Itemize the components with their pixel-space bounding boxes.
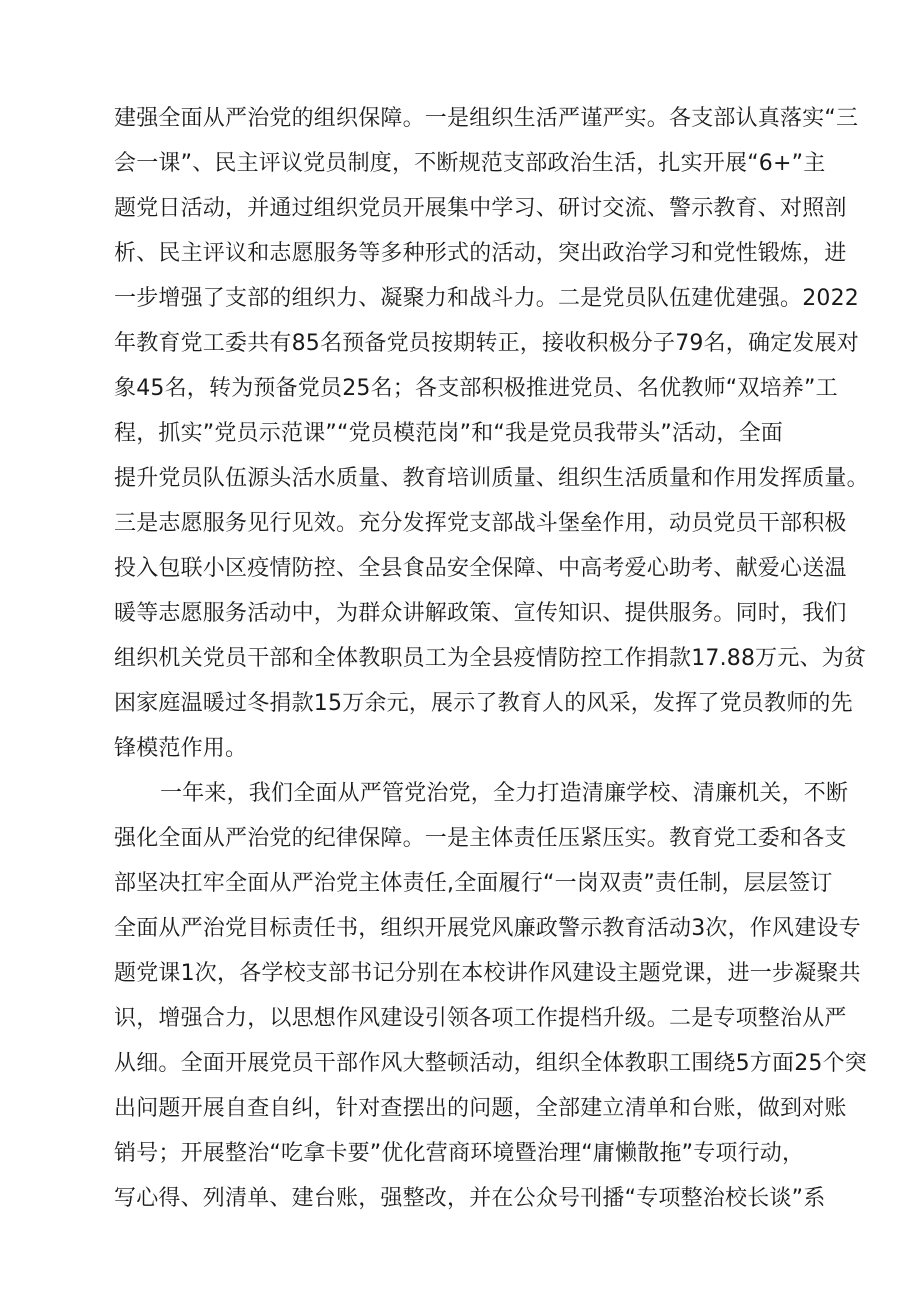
text-line: 三是志愿服务见行见效。充分发挥党支部战斗堡垒作用，动员党员干部积极: [114, 511, 847, 536]
text-line: 建强全面从严治党的组织保障。一是组织生活严谨严实。各支部认真落实“三: [114, 106, 859, 131]
text-line: 投入包联小区疫情防控、全县食品安全保障、中高考爱心助考、献爱心送温: [114, 556, 847, 581]
text-line: 写心得、列清单、建台账，强整改，并在公众号刊播“专项整治校长谈”系: [114, 1186, 826, 1211]
text-line: 识，增强合力，以思想作风建设引领各项工作提档升级。二是专项整治从严: [114, 1006, 847, 1031]
text-line: 组织机关党员干部和全体教职员工为全县疫情防控工作捐款17.88万元、为贫: [114, 646, 867, 671]
text-line: 析、民主评议和志愿服务等多种形式的活动，突出政治学习和党性锻炼，进: [114, 241, 847, 266]
text-line: 年教育党工委共有85名预备党员按期转正，接收积极分子79名，确定发展对: [114, 331, 859, 356]
text-line: 提升党员队伍源头活水质量、教育培训质量、组织生活质量和作用发挥质量。: [114, 466, 869, 491]
text-line: 程，抓实”党员示范课”“党员模范岗”和“我是党员我带头”活动，全面: [114, 421, 783, 446]
text-line: 题党日活动，并通过组织党员开展集中学习、研讨交流、警示教育、对照剖: [114, 196, 847, 221]
text-line: 会一课”、民主评议党员制度，不断规范支部政治生活，扎实开展“6+”主: [114, 151, 826, 176]
text-line: 一步增强了支部的组织力、凝聚力和战斗力。二是党员队伍建优建强。2022: [114, 286, 859, 311]
text-line: 暖等志愿服务活动中，为群众讲解政策、宣传知识、提供服务。同时，我们: [114, 601, 847, 626]
text-line: 锋模范作用。: [114, 736, 248, 761]
text-line: 象45名，转为预备党员25名；各支部积极推进党员、名优教师“双培养”工: [114, 376, 838, 401]
text-line: 一年来，我们全面从严管党治党，全力打造清廉学校、清廉机关，不断: [160, 781, 849, 806]
text-line: 强化全面从严治党的纪律保障。一是主体责任压紧压实。教育党工委和各支: [114, 826, 847, 851]
text-line: 题党课1次，各学校支部书记分别在本校讲作风建设主题党课，进一步凝聚共: [114, 961, 861, 986]
text-line: 出问题开展自查自纠，针对查摆出的问题，全部建立清单和台账，做到对账: [114, 1096, 847, 1121]
text-line: 部坚决扛牢全面从严治党主体责任,全面履行“一岗双责”责任制，层层签订: [114, 871, 833, 896]
text-line: 全面从严治党目标责任书，组织开展党风廉政警示教育活动3次，作风建设专: [114, 916, 861, 941]
text-line: 从细。全面开展党员干部作风大整顿活动，组织全体教职工围绕5方面25个突: [114, 1051, 867, 1076]
text-line: 销号；开展整治“吃拿卡要”优化营商环境暨治理“庸懒散拖”专项行动，: [114, 1141, 805, 1166]
text-line: 困家庭温暖过冬捐款15万余元，展示了教育人的风采，发挥了党员教师的先: [114, 691, 853, 716]
